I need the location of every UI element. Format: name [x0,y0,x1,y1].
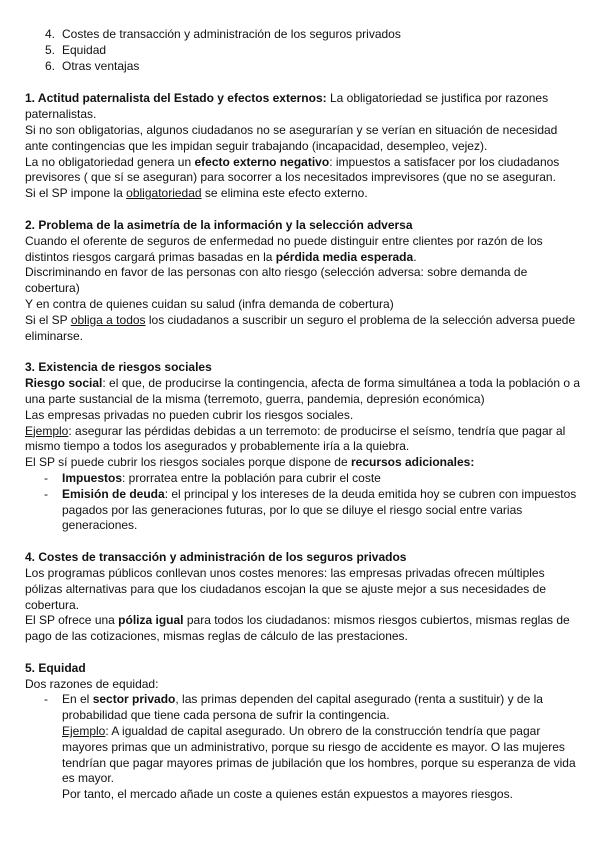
bullet-text [62,692,580,724]
paragraph: Dos razones de equidad: [25,676,159,691]
list-number: 6. [45,58,56,73]
paragraph [25,313,580,345]
intro-numbered-list [25,27,580,74]
section-3 [25,360,580,534]
section-heading-text: 5. Equidad [25,660,86,675]
bold-term: Emisión de deuda [62,486,165,501]
paragraph-text: Si el SP [25,312,71,327]
paragraph [25,613,580,645]
bullet-text [62,471,580,487]
bold-term: póliza igual [118,613,184,628]
section-1-heading-paragraph [25,91,580,123]
paragraph-text: Si el SP impone la [25,186,127,201]
paragraph: Si no son obligatorias, algunos ciudadanos no se asegurarían y se verían en situación de necesidad ante contingencias que les impidan seguir trabajando (incapacidad, desempleo, vejez). [25,122,558,153]
paragraph [25,424,580,456]
paragraph-text: El SP ofrece una [25,613,119,628]
list-item [25,43,580,59]
paragraph: Los programas públicos conllevan unos costes menores: las empresas privadas ofrecen múltiples pólizas alternativas para que los ciudadanos escojan la que se ajuste mejor a sus necesidades de cobertura. [25,565,546,612]
paragraph-text: . [413,249,417,264]
section-heading-text: 4. Costes de transacción y administración de los seguros privados [25,550,407,565]
paragraph-text: : asegurar las pérdidas debidas a un terremoto: de producirse el seísmo, tendría que pagar al mismo tiempo a todos los asegurados y probablemente iría a la quiebra. [25,423,566,454]
section-4 [25,550,580,645]
document-page [25,27,580,803]
bullet-dash: - [44,470,48,485]
bold-term: pérdida media esperada [275,249,414,264]
paragraph-text: El SP sí puede cubrir los riesgos sociales porque dispone de [25,455,351,470]
paragraph-text: los ciudadanos a suscribir un seguro el problema de la selección adversa puede eliminarse. [25,312,576,343]
underlined-term: obligatoriedad [126,186,202,201]
section-5 [25,661,580,803]
paragraph: Por tanto, el mercado añade un coste a quienes están expuestos a mayores riesgos. [62,787,513,802]
list-item [25,59,580,75]
paragraph [25,186,580,202]
list-number: 4. [45,27,56,41]
list-text: Otras ventajas [62,58,140,73]
paragraph-text: para todos los ciudadanos: mismos riesgos cubiertos, mismas reglas de pago de las cotizaciones, mismas reglas de cálculo de las prestaciones. [25,613,570,644]
paragraph-text: : el principal y los intereses de la deuda emitida hoy se cubren con impuestos pagados por las generaciones futuras, por lo que se diluye el riesgo social entre varias generaciones. [62,486,577,533]
paragraph-text: se elimina este efecto externo. [201,186,368,201]
bullet-text [62,487,580,534]
paragraph [25,234,580,266]
paragraph-text: , las primas dependen del capital asegurado (renta a sustituir) y de la probabilidad que tiene cada persona de sufrir la contingencia. [62,692,543,723]
paragraph-text: : prorratea entre la población para cubrir el coste [122,470,381,485]
section-2 [25,218,580,344]
section-1 [25,91,580,202]
bullet-item [25,471,580,487]
section-heading [25,661,580,677]
paragraph [25,155,580,187]
paragraph [25,455,580,471]
paragraph [25,376,580,408]
paragraph-text: : el que, de producirse la contingencia, afecta de forma simultánea a toda la población o a una parte sustancial de la misma (terremoto, guerra, pandemia, depresión económica) [25,376,581,406]
bold-term: Riesgo social [25,376,103,391]
bold-term: sector privado [92,692,176,707]
section-heading [25,218,580,234]
example-paragraph [25,724,580,787]
bullet-dash: - [44,692,48,707]
underlined-term: obliga a todos [70,312,146,327]
bold-term: recursos adicionales: [350,455,475,470]
bold-term: Impuestos [62,470,123,485]
bullet-item [25,487,580,534]
section-heading-text: 3. Existencia de riesgos sociales [25,360,212,375]
paragraph-text: La no obligatoriedad genera un [25,154,195,169]
list-text: Costes de transacción y administración de los seguros privados [62,27,401,41]
paragraph: Discriminando en favor de las personas con alto riesgo (selección adversa: sobre demanda de cobertura) [25,265,528,296]
list-text: Equidad [62,42,107,57]
bold-term: efecto externo negativo [194,154,330,169]
paragraph: Y en contra de quienes cuidan su salud (infra demanda de cobertura) [25,296,394,311]
section-heading: 1. Actitud paternalista del Estado y efectos externos: [25,91,327,106]
paragraph-text: : A igualdad de capital asegurado. Un obrero de la construcción tendría que pagar mayores primas que un administrativo, porque su riesgo de accidente es mayor. O las mujeres tendrían que pagar mayores primas de jubilación que los hombres, porque su esperanza de vida es mayor. [62,724,576,786]
list-item [25,27,580,43]
paragraph-text: En el [62,692,93,707]
underlined-term: Ejemplo [25,423,69,438]
section-heading-text: 2. Problema de la asimetría de la información y la selección adversa [25,217,413,232]
paragraph-text: : impuestos a satisfacer por los ciudadanos previsores ( que sí se aseguran) para socorrer a los necesitados imprevisores (que no se aseguran. [25,154,560,185]
paragraph-text: La obligatoriedad se justifica por razones paternalistas. [25,91,549,122]
paragraph-text: Cuando el oferente de seguros de enfermedad no puede distinguir entre clientes por razón de los distintos riesgos cargará primas basadas en la [25,233,543,264]
bullet-dash: - [44,486,48,501]
section-heading [25,550,580,566]
section-heading [25,360,580,376]
list-number: 5. [45,42,56,57]
paragraph: Las empresas privadas no pueden cubrir los riesgos sociales. [25,407,354,422]
underlined-term: Ejemplo [62,724,106,739]
bullet-item [25,692,580,724]
